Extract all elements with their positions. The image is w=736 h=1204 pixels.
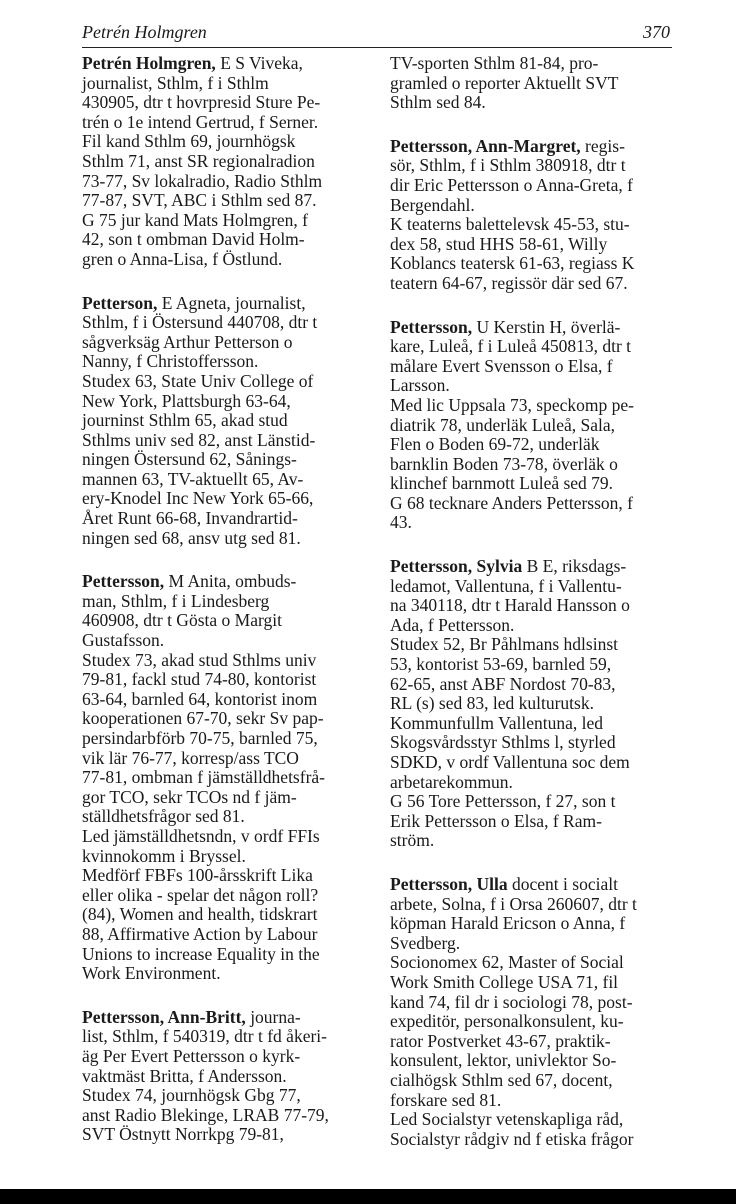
entry-text: målare Evert Svensson o Elsa, f [390,355,613,376]
entry-line [390,596,682,616]
scan-border [0,1189,736,1204]
entry-text: E S Viveka, [220,53,303,73]
entry-text: eller olika - spelar det någon roll? [82,884,319,905]
entry-text: 460908, dtr t Gösta o Margit [82,610,282,631]
entry-text: Erik Pettersson o Elsa, f Ram- [390,810,602,831]
entry-line [82,592,374,612]
entry-text: Work Environment. [82,963,221,984]
entry-line [390,93,682,113]
biography-entry [390,557,682,851]
entry-text: Gustafsson. [82,630,165,651]
entry-line [82,211,374,231]
entry-line [82,788,374,808]
entry-line [390,396,682,416]
entry-line [82,313,374,333]
entry-line [390,318,682,338]
entry-line [390,675,682,695]
entry-text: Sthlm, f i Östersund 440708, dtr t [82,312,318,333]
entry-text: G 68 tecknare Anders Pettersson, f [390,492,633,513]
entry-text: ningen sed 68, ansv utg sed 81. [82,527,301,548]
entry-line [82,925,374,945]
entry-text: Unions to increase Equality in the [82,943,320,964]
entry-line [82,572,374,592]
entry-line [390,655,682,675]
entry-text: ström. [390,830,435,851]
entry-text: Bergendahl. [390,194,475,215]
entry-text: arbete, Solna, f i Orsa 260607, dtr t [390,893,637,914]
entry-line [390,616,682,636]
entry-text: (84), Women and health, tidskrart [82,904,318,925]
entry-text: vaktmäst Britta, f Andersson. [82,1065,287,1086]
entry-line [82,631,374,651]
entry-line [390,792,682,812]
entry-text: forskare sed 81. [390,1089,502,1110]
entry-line [390,831,682,851]
entry-text: B E, riksdags- [526,556,627,577]
entry-line [82,93,374,113]
entry-line [390,196,682,216]
entry-line [390,875,682,895]
entry-line [390,694,682,714]
entry-line [390,357,682,377]
entry-text: 73-77, Sv lokalradio, Radio Sthlm [82,170,323,191]
entry-line [390,914,682,934]
biography-entry [390,875,682,1149]
entry-line [390,455,682,475]
entry-line [82,866,374,886]
entry-line [82,250,374,270]
entry-text: 77-87, SVT, ABC i Sthlm sed 87. [82,190,317,211]
entry-text: rator Postverket 43-67, praktik- [390,1030,611,1051]
entry-line [390,1110,682,1130]
entry-line [82,1086,374,1106]
entry-text: Sthlm 71, anst SR regionalradion [82,150,315,171]
entry-line [390,494,682,514]
right-column [390,54,682,1173]
entry-name: Petterson, [82,292,158,313]
entry-text: Work Smith College USA 71, fil [390,971,619,992]
entry-text: vik lär 76-77, korresp/ass TCO [82,747,299,768]
entry-text: 430905, dtr t hovrpresid Sture Pe- [82,92,321,113]
entry-line [82,509,374,529]
entry-text: 88, Affirmative Action by Labour [82,923,318,944]
entry-name: Pettersson, Ann-Margret, [390,135,581,156]
page-header [82,21,672,48]
entry-line [390,577,682,597]
entry-text: köpman Harald Ericson o Anna, f [390,913,626,934]
left-column [82,54,374,1169]
entry-line [82,1067,374,1087]
entry-text: anst Radio Blekinge, LRAB 77-79, [82,1104,329,1125]
entry-line [390,812,682,832]
entry-text: persindarbförb 70-75, barnled 75, [82,728,318,748]
entry-line [390,137,682,157]
entry-text: äg Per Evert Pettersson o kyrk- [82,1045,301,1066]
entry-text: diatrik 78, underläk Luleå, Sala, [390,414,615,435]
entry-text: sör, Sthlm, f i Sthlm 380918, dtr t [390,155,626,176]
entry-text: mannen 63, TV-aktuellt 65, Av- [82,468,304,489]
entry-text: G 75 jur kand Mats Holmgren, f [82,209,309,230]
entry-line [82,191,374,211]
entry-line [82,489,374,509]
entry-line [82,470,374,490]
entry-name: Pettersson, [390,316,473,337]
biography-entry [82,54,374,270]
entry-line [82,768,374,788]
entry-line [390,74,682,94]
entry-text: M Anita, ombuds- [168,571,297,592]
entry-text: list, Sthlm, f 540319, dtr t fd åkeri- [82,1026,327,1047]
entry-line [390,953,682,973]
entry-text: docent i socialt [512,873,618,894]
entry-text: 43. [390,512,412,533]
entry-text: kvinnokomm i Bryssel. [82,845,246,866]
entry-line [82,670,374,690]
entry-text: journinst Sthlm 65, akad stud [82,410,288,431]
entry-name: Pettersson, [82,571,165,592]
entry-line [390,993,682,1013]
entry-text: kooperationen 67-70, sekr Sv pap- [82,708,324,729]
entry-name: Pettersson, Sylvia [390,556,523,577]
biography-entry [390,54,682,113]
entry-text: gramled o reporter Aktuellt SVT [390,72,619,93]
entry-text: 77-81, ombman f jämställdhetsfrå- [82,767,325,788]
entry-text: SDKD, v ordf Vallentuna soc dem [390,752,630,772]
entry-line [390,376,682,396]
entry-line [390,337,682,357]
entry-line [82,132,374,152]
entry-line [82,450,374,470]
entry-line [82,749,374,769]
entry-text: sågverksäg Arthur Petterson o [82,331,293,352]
entry-line [390,1091,682,1111]
entry-line [82,333,374,353]
entry-line [390,773,682,793]
entry-line [82,690,374,710]
entry-text: gren o Anna-Lisa, f Östlund. [82,248,283,269]
entry-line [82,709,374,729]
entry-text: Studex 52, Br Påhlmans hdlsinst [390,634,618,655]
entry-line [82,113,374,133]
entry-text: Skogsvårdsstyr Sthlms l, styrled [390,732,616,753]
entry-line [390,1071,682,1091]
entry-line [390,235,682,255]
entry-line [390,176,682,196]
entry-text: Socialstyr rådgiv nd f etiska frågor [390,1128,634,1149]
entry-text: Larsson. [390,375,450,396]
entry-text: Led jämställdhetsndn, v ordf FFIs [82,825,320,846]
entry-text: Led Socialstyr vetenskapliga råd, [390,1109,624,1130]
entry-text: dir Eric Pettersson o Anna-Greta, f [390,174,633,195]
entry-text: na 340118, dtr t Harald Hansson o [390,595,630,616]
entry-line [390,435,682,455]
entry-line [82,431,374,451]
entry-line [390,254,682,274]
entry-text: ningen Östersund 62, Sånings- [82,449,297,470]
entry-text: journalist, Sthlm, f i Sthlm [82,72,269,93]
entry-text: man, Sthlm, f i Lindesberg [82,590,270,611]
entry-line [82,905,374,925]
entry-text: Studex 74, journhögsk Gbg 77, [82,1085,301,1106]
entry-line [82,372,374,392]
entry-text: klinchef barnmott Luleå sed 79. [390,473,614,494]
entry-line [390,895,682,915]
entry-line [390,1130,682,1150]
entry-text: New York, Plattsburgh 63-64, [82,390,291,411]
entry-line [390,156,682,176]
entry-line [390,733,682,753]
entry-name: Petrén Holmgren, [82,53,216,73]
entry-text: G 56 Tore Pettersson, f 27, son t [390,791,616,812]
entry-text: 63-64, barnled 64, kontorist inom [82,688,318,709]
entry-text: 62-65, anst ABF Nordost 70-83, [390,673,616,694]
entry-text: Socionomex 62, Master of Social [390,952,624,973]
entry-line [82,964,374,984]
entry-line [390,1032,682,1052]
entry-line [82,1106,374,1126]
entry-text: Sthlms univ sed 82, anst Länstid- [82,429,316,450]
entry-text: gor TCO, sekr TCOs nd f jäm- [82,786,297,807]
entry-name: Pettersson, Ann-Britt, [82,1006,246,1027]
entry-text: Sthlm sed 84. [390,92,486,113]
entry-line [82,945,374,965]
entry-text: RL (s) sed 83, led kulturutsk. [390,693,594,714]
entry-line [82,1008,374,1028]
entry-line [82,886,374,906]
entry-text: SVT Östnytt Norrkpg 79-81, [82,1124,284,1145]
entry-text: U Kerstin H, överlä- [476,316,621,337]
entry-line [82,54,374,74]
entry-line [390,934,682,954]
entry-line [82,729,374,749]
biography-entry [82,1008,374,1145]
entry-line [82,152,374,172]
entry-line [82,1125,374,1145]
entry-text: 42, son t ombman David Holm- [82,229,305,250]
entry-text: Med lic Uppsala 73, speckomp pe- [390,394,634,415]
entry-line [82,611,374,631]
entry-text: Året Runt 66-68, Invandrartid- [82,508,298,529]
entry-line [390,215,682,235]
entry-line [82,352,374,372]
entry-line [390,753,682,773]
entry-text: journa- [250,1006,301,1027]
entry-text: Studex 73, akad stud Sthlms univ [82,649,317,670]
entry-text: kand 74, fil dr i sociologi 78, post- [390,991,633,1012]
entry-text: Flen o Boden 69-72, underläk [390,434,600,455]
entry-text: regis- [585,135,625,156]
entry-line [82,1047,374,1067]
entry-text: kare, Luleå, f i Luleå 450813, dtr t [390,336,632,357]
entry-text: Medförf FBFs 100-årsskrift Lika [82,865,313,886]
entry-line [390,274,682,294]
entry-line [82,651,374,671]
entry-text: trén o 1e intend Gertrud, f Serner. [82,111,319,132]
biography-entry [82,294,374,549]
running-head: Petrén Holmgren [82,22,207,42]
entry-line [82,392,374,412]
entry-text: expeditör, personalkonsulent, ku- [390,1011,624,1032]
entry-line [82,827,374,847]
biography-entry [82,572,374,983]
entry-line [390,1051,682,1071]
entry-text: Svedberg. [390,932,461,953]
entry-line [390,973,682,993]
entry-text: Studex 63, State Univ College of [82,370,314,391]
entry-text: teatern 64-67, regissör där sed 67. [390,272,628,293]
entry-line [82,847,374,867]
entry-text: 79-81, fackl stud 74-80, kontorist [82,669,317,690]
entry-text: Fil kand Sthlm 69, journhögsk [82,131,296,152]
entry-text: Koblancs teatersk 61-63, regiass K [390,253,635,274]
entry-line [82,230,374,250]
entry-line [82,1027,374,1047]
page-number: 370 [643,22,670,42]
entry-text: E Agneta, journalist, [161,292,306,313]
entry-text: barnklin Boden 73-78, överläk o [390,453,618,474]
entry-line [82,294,374,314]
entry-line [390,54,682,74]
entry-line [82,74,374,94]
entry-line [390,1012,682,1032]
entry-text: dex 58, stud HHS 58-61, Willy [390,233,608,254]
entry-text: ställdhetsfrågor sed 81. [82,806,245,827]
entry-line [390,474,682,494]
entry-text: Nanny, f Christoffersson. [82,351,259,372]
entry-line [390,635,682,655]
entry-name: Pettersson, Ulla [390,873,508,894]
entry-line [390,714,682,734]
entry-line [390,557,682,577]
entry-text: arbetarekommun. [390,771,513,792]
biography-entry [390,137,682,294]
entry-text: ery-Knodel Inc New York 65-66, [82,488,314,509]
biography-entry [390,318,682,534]
entry-text: TV-sporten Sthlm 81-84, pro- [390,53,599,73]
entry-line [82,807,374,827]
entry-line [390,416,682,436]
entry-text: Ada, f Pettersson. [390,614,515,635]
entry-text: cialhögsk Sthlm sed 67, docent, [390,1069,613,1090]
entry-line [82,172,374,192]
entry-line [390,513,682,533]
entry-text: Kommunfullm Vallentuna, led [390,712,604,733]
entry-line [82,529,374,549]
entry-text: K teaterns balettelevsk 45-53, stu- [390,214,630,235]
entry-text: 53, kontorist 53-69, barnled 59, [390,654,612,675]
entry-text: ledamot, Vallentuna, f i Vallentu- [390,575,622,596]
entry-line [82,411,374,431]
entry-text: konsulent, lektor, univlektor So- [390,1050,617,1071]
